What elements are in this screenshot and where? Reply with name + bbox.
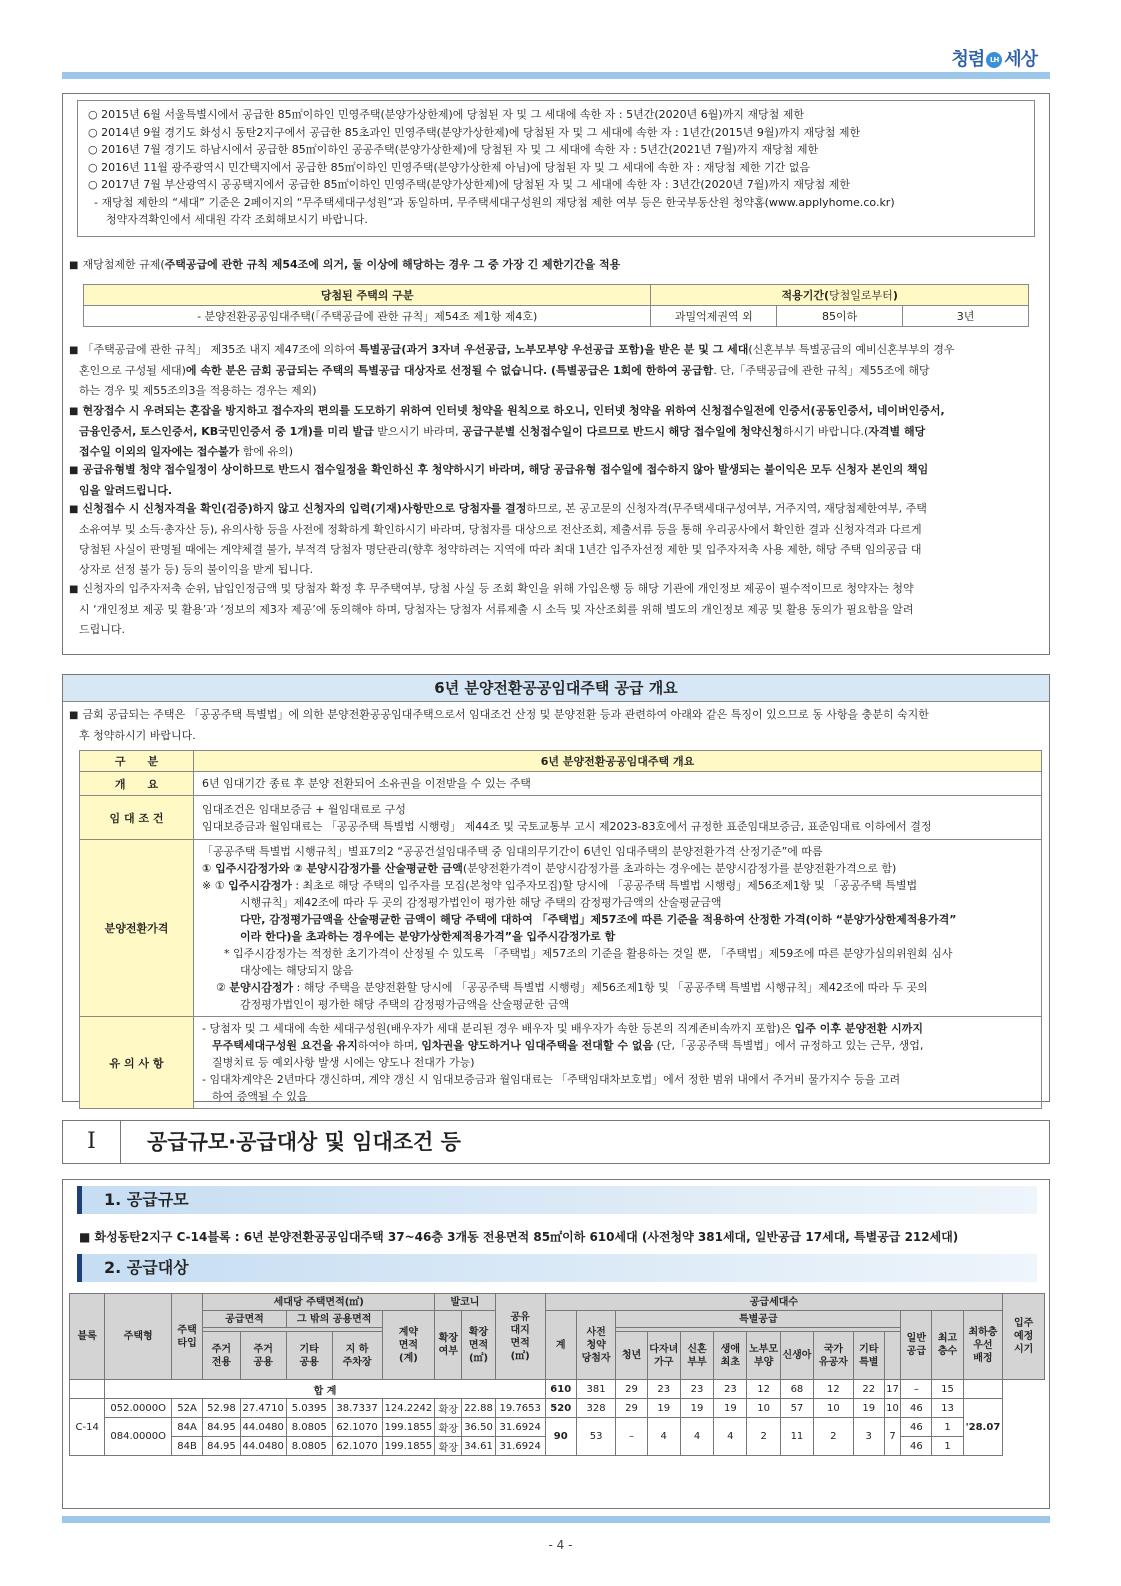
row-label: 임 대 조 건 <box>80 796 194 840</box>
table-cell: 2 <box>814 1418 854 1456</box>
supply-section <box>62 1179 1050 1509</box>
text: 하여 증액될 수 있음 <box>212 1090 308 1103</box>
table-header: 구 분 <box>80 751 194 772</box>
text: 무주택세대구성원 요건을 유지 <box>212 1039 358 1052</box>
col-header: 일반 공급 <box>901 1311 932 1380</box>
rule-line: ■ 재당첨제한 규제(주택공급에 관한 규칙 제54조에 의거, 둘 이상에 해당하는 경우 그 중 가장 긴 제한기간을 적용 <box>69 258 621 271</box>
text: 드립니다. <box>79 623 126 636</box>
text: 공급구분별 신청접수일이 다르므로 반드시 해당 접수일에 청약신청 <box>462 425 783 438</box>
table-cell: 46 <box>901 1418 932 1437</box>
row-label: 개 요 <box>80 772 194 796</box>
table-cell: 12 <box>747 1380 780 1399</box>
col-header: 지 하 주차장 <box>332 1332 382 1380</box>
col-header: 최고 층수 <box>932 1311 963 1380</box>
table-cell: 44.0480 <box>240 1418 286 1437</box>
move-in-cell: '28.07 <box>963 1399 1003 1456</box>
text: 금회 공급되는 주택은 「공공주택 특별법」에 의한 분양전환공공임대주택으로서 임대조건 산정 및 분양전환 등과 관련하여 아래와 같은 특징이 있으므로 동 사항을 충분히 숙지한 <box>82 708 929 721</box>
table-cell: 13 <box>932 1399 963 1418</box>
table-cell: 5.0395 <box>286 1399 332 1418</box>
text: 「주택공급에 관한 규칙」 제35조 내지 제47조에 의하여 <box>82 343 359 356</box>
table-row <box>70 1418 1045 1437</box>
example-item: ○ 2015년 6월 서울특별시에서 공급한 85㎡이하인 민영주택(분양가상한제)에 당첨된 자 및 그 세대에 속한 자 : 5년간(2020년 6월)까지 재당첨 제한 <box>88 108 805 121</box>
table-cell: 46 <box>901 1399 932 1418</box>
subsection-title: 2. 공급대상 <box>77 1254 1037 1282</box>
col-header: 기타 공용 <box>286 1332 332 1380</box>
supply-table <box>69 1293 1045 1456</box>
col-header: 공급세대수 <box>545 1294 1003 1311</box>
overview-table <box>79 750 1042 1109</box>
notice-section <box>62 93 1050 655</box>
text: 대상에는 해당되지 않음 <box>240 964 354 977</box>
text: 당첨된 사실이 판명될 때에는 계약체결 불가, 부적격 당첨자 명단관리(향후 청약하려는 지역에 따라 최대 1년간 입주자선정 제한 및 입주자저축 사용 제한, 해당 주택 임의공급 대 <box>79 543 922 556</box>
table-cell: 84.95 <box>203 1418 240 1437</box>
table-cell: 19 <box>647 1399 680 1418</box>
paragraph: ■ 공급유형별 청약 접수일정이 상이하므로 반드시 접수일정을 확인하신 후 청약하시기 바라며, 해당 공급유형 접수일에 접수하지 않아 발생되는 불이익은 모두 신청자 본인의 책임 임을 알려드립니다. <box>69 463 929 497</box>
row-label: 분양전환가격 <box>80 840 194 1017</box>
text: 상자로 선정 불가 등) 등의 불이익을 받게 됩니다. <box>79 563 314 576</box>
total-label: 합 계 <box>105 1380 545 1399</box>
table-cell: 3 <box>853 1418 884 1456</box>
overview-intro: ■ 금회 공급되는 주택은 「공공주택 특별법」에 의한 분양전환공공임대주택으로서 임대조건 산정 및 분양전환 등과 관련하여 아래와 같은 특징이 있으므로 동 사항을 충분히 숙지한 후 청약하시기 바랍니다. <box>69 708 929 742</box>
text: 신청자의 입주자저축 순위, 납입인정금액 및 당첨자 확정 후 무주택여부, 당첨 사실 등 조회 확인을 위해 가입은행 등 해당 기관에 개인정보 제공이 필수적이므로 청약자는 청약 <box>82 582 914 595</box>
table-cell <box>70 1380 105 1399</box>
htype-cell: 84B <box>171 1437 202 1456</box>
col-header: 기타 특별 <box>853 1332 884 1380</box>
col-header: 주거 전용 <box>203 1332 240 1380</box>
row-content <box>194 1017 1042 1109</box>
table-cell: – <box>616 1418 647 1456</box>
col-header: 다자녀 가구 <box>647 1332 680 1380</box>
example-item: ○ 2014년 9월 경기도 화성시 동탄2지구에서 공급한 85초과인 민영주택(분양가상한제)에 당첨된 자 및 그 세대에 속한 자 : 1년간(2015년 9월)까지 재당첨 제한 <box>88 125 861 139</box>
table-cell: 199.1855 <box>382 1418 435 1437</box>
table-cell: 1 <box>932 1418 963 1437</box>
col-header: 블록 <box>70 1294 105 1380</box>
col-header: 계약 면적 (계) <box>382 1311 435 1380</box>
text: . 단,「주택공급에 관한 규칙」제55조에 해당 <box>713 364 930 377</box>
section-header <box>62 1120 1050 1164</box>
text: 소유여부 및 소득·총자산 등), 유의사항 등을 사전에 정확하게 확인하시기 바라며, 당첨자를 대상으로 전산조회, 제출서류 등을 통해 우리공사에서 확인한 결과 신청자격과 다르게 <box>79 523 922 536</box>
col-header: 발코니 <box>435 1294 495 1311</box>
table-cell: 3년 <box>903 306 1029 327</box>
table-cell: 44.0480 <box>240 1437 286 1456</box>
col-header: 국가 유공자 <box>814 1332 854 1380</box>
example-item: ○ 2017년 7월 부산광역시 공공택지에서 공급한 85㎡이하인 민영주택(분양가상한제)에 당첨된 자 및 그 세대에 속한 자 : 3년간(2020년 7월)까지 재당첨 제한 <box>88 178 851 191</box>
bottom-divider <box>62 1516 1050 1523</box>
table-cell: 46 <box>901 1437 932 1456</box>
table-cell: 62.1070 <box>332 1418 382 1437</box>
table-cell: 22.88 <box>462 1399 495 1418</box>
table-cell: 29 <box>616 1399 647 1418</box>
table-cell <box>963 1380 1003 1399</box>
col-header: 공급면적 <box>203 1311 287 1328</box>
table-header: 6년 분양전환공공임대주택 개요 <box>194 751 1042 772</box>
subsection-title: 1. 공급규모 <box>77 1186 1037 1214</box>
table-cell: 84.95 <box>203 1437 240 1456</box>
text: 질병치료 등 예외사항 발생 시에는 양도나 전대가 가능) <box>212 1056 475 1069</box>
text: 공급유형별 청약 접수일정이 상이하므로 반드시 접수일정을 확인하신 후 청약하시기 바라며, 해당 공급유형 접수일에 접수하지 않아 발생되는 불이익은 모두 신청자 본인의 책임 <box>82 463 929 476</box>
row-content: 6년 임대기간 종료 후 분양 전환되어 소유권을 이전받을 수 있는 주택 <box>194 772 1042 796</box>
text: 하므로, 본 공고문의 신청자격(무주택세대구성여부, 거주지역, 재당첨제한여부, 주택 <box>526 502 927 515</box>
text: 금융인증서, 토스인증서, KB국민인증서 중 1개)를 미리 발급 <box>79 425 374 438</box>
block-cell: C-14 <box>70 1399 105 1456</box>
text: 분양시감정가 <box>229 981 294 994</box>
type-cell: 052.0000O <box>105 1399 172 1418</box>
paragraph: ■ 현장접수 시 우려되는 혼잡을 방지하고 접수자의 편의를 도모하기 위하여 인터넷 청약을 원칙으로 하오니, 인터넷 청약을 위하여 신청접수일전에 인증서(공동인증서, 네이버인증서, 금융인증서, 토스인증서, KB국민인증서 중 1개)를 미리 발급 받으시기 바라며, 공급구분별 신청접수일이 다르므로 반드시 해당 접수일에 청약신청하시기 바랍니다.(자격별 해당 접수일 이외의 일자에는 접수불가 함에 유의) <box>69 404 945 458</box>
table-cell: 381 <box>576 1380 616 1399</box>
row-content <box>194 796 1042 840</box>
text: 다만, 감정평가금액을 산술평균한 금액이 해당 주택에 대하여 「주택법」제57조에 따른 기준을 적용하여 산정한 가격(이하 “분양가상한제적용가격” <box>240 913 957 926</box>
col-header: 주택 타입 <box>171 1294 202 1380</box>
table-cell: 4 <box>714 1418 747 1456</box>
period-label: 적용기간( <box>781 289 830 302</box>
table-cell: 4 <box>680 1418 713 1456</box>
supply-scale-line: ■ 화성동탄2지구 C-14블록 : 6년 분양전환공공임대주택 37~46층 3개동 전용면적 85㎡이하 610세대 (사전청약 381세대, 일반공급 17세대, 특별공급 212세대) <box>79 1230 959 1244</box>
text: 현장접수 시 우려되는 혼잡을 방지하고 접수자의 편의를 도모하기 위하여 인터넷 청약을 원칙으로 하오니, 인터넷 청약을 위하여 신청접수일전에 인증서(공동인증서, 네이버인증서, <box>82 404 945 417</box>
text: (분양전환가격이 분양시감정가를 초과하는 경우에는 분양시감정가를 분양전환가격으로 함) <box>462 862 897 875</box>
page-number: - 4 - <box>548 1538 573 1552</box>
text: ※ ① <box>202 879 229 892</box>
col-header: 확장 면적 (㎡) <box>462 1311 495 1380</box>
col-header: 특별공급 <box>616 1311 901 1328</box>
table-cell: 1 <box>932 1437 963 1456</box>
text: (신혼부부 특별공급의 예비신혼부부의 경우 <box>748 343 955 356</box>
text: 시행규칙」제42조에 따라 두 곳의 감정평가법인이 평가한 해당 주택의 감정평가금액의 산술평균금액 <box>240 896 722 909</box>
table-cell: 23 <box>647 1380 680 1399</box>
col-header: 주택형 <box>105 1294 172 1380</box>
text: 받으시기 바라며, <box>373 425 463 438</box>
table-cell: 57 <box>780 1399 813 1418</box>
overview-section <box>62 674 1050 1102</box>
text: 신청접수 시 신청자격을 확인(검증)하지 않고 신청자의 입력(기재)사항만으로 당첨자를 결정 <box>82 502 527 515</box>
text: 감정평가법인이 평가한 해당 주택의 감정평가금액을 산술평균한 금액 <box>240 998 570 1011</box>
text: 임대조건은 임대보증금 + 월임대료로 구성 <box>202 802 406 816</box>
table-cell: 4 <box>647 1418 680 1456</box>
rule-bold: 주택공급에 관한 규칙 제54조에 의거, 둘 이상에 해당하는 경우 그 중 가장 긴 제한기간을 적용 <box>164 258 621 271</box>
table-cell: 34.61 <box>462 1437 495 1456</box>
table-cell: 과밀억제권역 외 <box>651 306 777 327</box>
table-cell: 11 <box>780 1418 813 1456</box>
logo-text: 청렴 <box>951 49 985 70</box>
table-cell: 328 <box>576 1399 616 1418</box>
period-close: ) <box>892 289 898 302</box>
reapply-examples-box <box>77 100 1035 237</box>
example-item: ○ 2016년 11월 광주광역시 민간택지에서 공급한 85㎡이하인 민영주택(분양가상한제 아님)에 당첨된 자 및 그 세대에 속한 자 : 재당첨 제한 기간 없음 <box>88 160 810 174</box>
text: - 당첨자 및 그 세대에 속한 세대구성원(배우자가 세대 분리된 경우 배우자 및 배우자가 속한 등본의 직계존비속까지 포함)은 <box>202 1022 795 1035</box>
table-cell: 확장 <box>435 1399 462 1418</box>
table-cell: 22 <box>853 1380 884 1399</box>
text: 임대보증금과 월임대료는 「공공주택 특별법 시행령」 제44조 및 국토교통부 고시 제2023-83호에서 규정한 표준임대보증금, 표준임대료 이하에서 결정 <box>202 819 932 833</box>
table-cell: 10 <box>747 1399 780 1418</box>
text: 입주시감정가 <box>228 879 292 892</box>
col-header: 노부모 부양 <box>747 1332 780 1380</box>
table-cell: 23 <box>714 1380 747 1399</box>
table-header: 당첨된 주택의 구분 <box>84 285 651 306</box>
table-header <box>651 285 1029 306</box>
section-number: I <box>63 1121 121 1163</box>
overview-title: 6년 분양전환공공임대주택 공급 개요 <box>63 675 1049 702</box>
table-cell: 53 <box>576 1418 616 1456</box>
section-title: 공급규모·공급대상 및 임대조건 등 <box>147 1130 461 1154</box>
table-cell: 확장 <box>435 1418 462 1437</box>
text: 임을 알려드립니다. <box>79 484 173 497</box>
table-cell: 8.0805 <box>286 1418 332 1437</box>
logo-text-2: 세상 <box>1004 49 1037 70</box>
text: 이라 한다)을 초과하는 경우에는 분양가상한제적용가격”을 입주시감정가로 함 <box>240 930 616 943</box>
period-note: 당첨일로부터 <box>829 289 893 302</box>
table-cell: 90 <box>545 1418 576 1456</box>
paragraph: ■ 「주택공급에 관한 규칙」 제35조 내지 제47조에 의하여 특별공급(과거 3자녀 우선공급, 노부모부양 우선공급 포함)을 받은 분 및 그 세대(신혼부부 특별공급의 예비신혼부부의 경우 혼인으로 구성될 세대)에 속한 분은 금회 공급되는 주택의 특별공급 대상자로 선정될 수 없습니다. (특별공급은 1회에 한하여 공급함. 단,「주택공급에 관한 규칙」제55조에 해당 하는 경우 및 제55조의3을 적용하는 경우는 제외) <box>69 343 955 397</box>
logo-badge: LH <box>986 52 1002 68</box>
table-cell: 85이하 <box>777 306 903 327</box>
table-cell: 610 <box>545 1380 576 1399</box>
table-cell: 10 <box>814 1399 854 1418</box>
text: 하시기 바랍니다.( <box>782 425 869 438</box>
text: 임차권을 양도하거나 임대주택을 전대할 수 없음 <box>421 1039 654 1052</box>
paragraph: ■ 신청접수 시 신청자격을 확인(검증)하지 않고 신청자의 입력(기재)사항만으로 당첨자를 결정하므로, 본 공고문의 신청자격(무주택세대구성여부, 거주지역, 재당첨제한여부, 주택 소유여부 및 소득·총자산 등), 유의사항 등을 사전에 정확하게 확인하시기 바라며, 당첨자를 대상으로 전산조회, 제출서류 등을 통해 우리공사에서 확인한 결과 신청자격과 다르게 당첨된 사실이 판명될 때에는 계약체결 불가, 부적격 당첨자 명단관리(향후 청약하려는 지역에 따라 최대 1년간 입주자선정 제한 및 입주자저축 사용 제한, 해당 주택 임의공급 대 상자로 선정 불가 등) 등의 불이익을 받게 됩니다. <box>69 502 927 576</box>
type-cell: 084.0000O <box>105 1418 172 1456</box>
example-note: 청약자격확인에서 세대원 각각 조회해보시기 바랍니다. <box>106 213 368 226</box>
text: 하여야 하며, <box>357 1039 422 1052</box>
text: 접수일 이외의 일자에는 접수불가 <box>79 445 240 458</box>
text: * 입주시감정가는 적정한 초기가격이 산정될 수 있도록 「주택법」제57조의 기준을 활용하는 것일 뿐, 「주택법」제59조에 따른 분양가심의위원회 심사 <box>224 947 953 960</box>
top-divider <box>62 72 1050 79</box>
table-cell: 10 <box>884 1399 900 1418</box>
table-cell: 62.1070 <box>332 1437 382 1456</box>
table-cell: 7 <box>884 1418 900 1456</box>
table-cell: 199.1855 <box>382 1437 435 1456</box>
text: 입주 이후 분양전환 시까지 <box>794 1022 924 1035</box>
table-cell: 19 <box>853 1399 884 1418</box>
text: 「공공주택 특별법 시행규칙」별표7의2 “공공건설임대주택 중 임대의무기간이 6년인 임대주택의 분양전환가격 산정기준”에 따름 <box>202 845 823 858</box>
table-cell: 확장 <box>435 1437 462 1456</box>
example-note: - 재당첨 제한의 “세대” 기준은 2페이지의 “무주택세대구성원”과 동일하며, 무주택세대구성원의 재당첨 제한 여부 등은 한국부동산원 청약홈(www.applyhome.co.kr) <box>94 195 895 209</box>
col-header: 최하층 우선 배정 <box>963 1311 1003 1380</box>
text: ① 입주시감정가와 ② 분양시감정가를 산술평균한 금액 <box>202 862 463 875</box>
table-cell: 31.6924 <box>495 1418 545 1437</box>
table-cell: 31.6924 <box>495 1437 545 1456</box>
text: ② <box>216 981 230 994</box>
table-cell: 2 <box>747 1418 780 1456</box>
table-cell: 17 <box>884 1380 900 1399</box>
table-cell: – <box>901 1380 932 1399</box>
text: 자격별 해당 <box>868 425 926 438</box>
col-header: 신혼 부부 <box>680 1332 713 1380</box>
text: 하는 경우 및 제55조의3을 적용하는 경우는 제외) <box>79 384 317 397</box>
paragraph: ■ 신청자의 입주자저축 순위, 납입인정금액 및 당첨자 확정 후 무주택여부, 당첨 사실 등 조회 확인을 위해 가입은행 등 해당 기관에 개인정보 제공이 필수적이므로 청약자는 청약 시 ‘개인정보 제공 및 활용’과 ‘정보의 제3자 제공’에 동의해야 하며, 당첨자는 당첨자 서류제출 시 소득 및 자산조회를 위해 별도의 개인정보 제공 및 활용 동의가 필요함을 알려 드립니다. <box>69 582 914 636</box>
col-header: 계 <box>545 1311 576 1380</box>
htype-cell: 52A <box>171 1399 202 1418</box>
col-header: 공유 대지 면적 (㎡) <box>495 1294 545 1380</box>
logo <box>951 45 1037 71</box>
table-row <box>70 1399 1045 1418</box>
text: 혼인으로 구성될 세대) <box>79 364 186 377</box>
table-cell: 52.98 <box>203 1399 240 1418</box>
table-cell: 19 <box>714 1399 747 1418</box>
col-header: 사전 청약 당첨자 <box>576 1311 616 1380</box>
col-header: 입주 예정 시기 <box>1003 1294 1045 1380</box>
col-header: 세대당 주택면적(㎡) <box>203 1294 435 1311</box>
text: 특별공급(과거 3자녀 우선공급, 노부모부양 우선공급 포함)을 받은 분 및 그 세대 <box>358 343 749 356</box>
text: 시 ‘개인정보 제공 및 활용’과 ‘정보의 제3자 제공’에 동의해야 하며, 당첨자는 당첨자 서류제출 시 소득 및 자산조회를 위해 별도의 개인정보 제공 및 활용 동의가 필요함을 알려 <box>79 603 914 616</box>
htype-cell: 84A <box>171 1418 202 1437</box>
table-cell: 124.2242 <box>382 1399 435 1418</box>
col-header: 생애 최초 <box>714 1332 747 1380</box>
table-cell: 23 <box>680 1380 713 1399</box>
table-cell: - 분양전환공공임대주택(「주택공급에 관한 규칙」제54조 제1항 제4호) <box>84 306 651 327</box>
table-cell: 29 <box>616 1380 647 1399</box>
row-label: 유 의 사 항 <box>80 1017 194 1109</box>
rule-prefix: 재당첨제한 규제( <box>82 258 165 271</box>
col-header: 그 밖의 공용면적 <box>286 1311 382 1328</box>
text: (단,「공공주택 특별법」에서 규정하고 있는 근무, 생업, <box>653 1039 924 1052</box>
row-content <box>194 840 1042 1017</box>
col-header: 확장 여부 <box>435 1311 462 1380</box>
table-cell: 68 <box>780 1380 813 1399</box>
table-cell: 19.7653 <box>495 1399 545 1418</box>
restriction-table <box>83 284 1029 327</box>
table-cell: 8.0805 <box>286 1437 332 1456</box>
table-cell: 27.4710 <box>240 1399 286 1418</box>
table-cell: 38.7337 <box>332 1399 382 1418</box>
text: 함에 유의) <box>239 445 294 458</box>
col-header: 신생아 <box>780 1332 813 1380</box>
text: : 해당 주택을 분양전환할 당시에 「공공주택 특별법 시행령」제56조제1항 및 「공공주택 특별법 시행규칙」제42조에 따라 두 곳의 <box>293 981 928 994</box>
table-cell: 19 <box>680 1399 713 1418</box>
table-cell: 15 <box>932 1380 963 1399</box>
text: 에 속한 분은 금회 공급되는 주택의 특별공급 대상자로 선정될 수 없습니다. (특별공급은 1회에 한하여 공급함 <box>185 364 714 377</box>
table-cell: 520 <box>545 1399 576 1418</box>
example-item: ○ 2016년 7월 경기도 하남시에서 공급한 85㎡이하인 공공주택(분양가상한제)에 당첨된 자 및 그 세대에 속한 자 : 5년간(2021년 7월)까지 재당첨 제한 <box>88 143 819 156</box>
text: 후 청약하시기 바랍니다. <box>79 729 196 742</box>
text: : 최초로 해당 주택의 입주자를 모집(본청약 입주자모집)할 당시에 「공공주택 특별법 시행령」제56조제1항 및 「공공주택 특별법 <box>291 879 918 892</box>
table-cell: 12 <box>814 1380 854 1399</box>
col-header: 주거 공용 <box>240 1332 286 1380</box>
table-cell: 36.50 <box>462 1418 495 1437</box>
text: - 임대차계약은 2년마다 갱신하며, 계약 갱신 시 임대보증금과 월임대료는 「주택임대차보호법」에서 정한 범위 내에서 주거비 물가지수 등을 고려 <box>202 1073 901 1086</box>
col-header: 청년 <box>616 1332 647 1380</box>
total-row <box>70 1380 1045 1399</box>
